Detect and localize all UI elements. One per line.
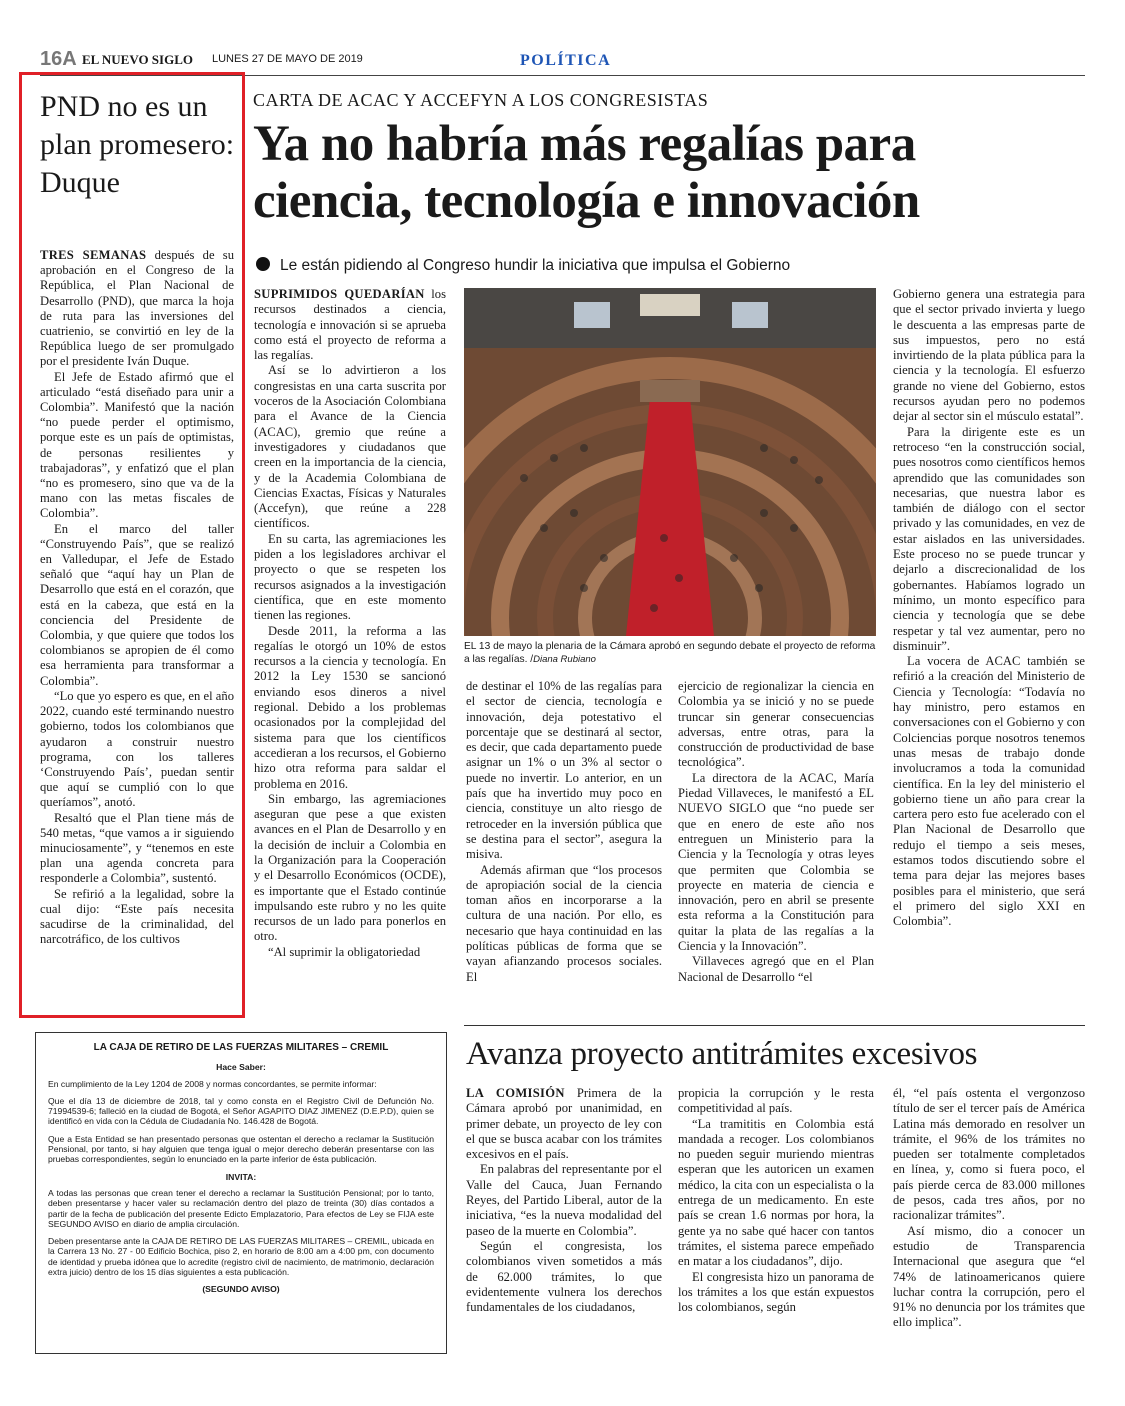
second-article-column-3	[893, 1086, 1085, 1356]
article-paragraph	[40, 887, 234, 948]
paragraph-text: Sin embargo, las agremiaciones aseguran que pese a que existen avances en el Plan de Desarrollo y en la decisión de incluir a Colombia en la Organización para la Cooperación y el Desarrollo Económicos (OCDE), es importante que el Estado continúe impulsando este rubro y no les quite recursos de un lado para ponerlos en otro.	[254, 791, 446, 944]
issue-date: LUNES 27 DE MAYO DE 2019	[212, 53, 363, 65]
paragraph-text: Así mismo, dio a conocer un estudio de Transparencia Internacional que asegura que “el 74% de latinoamericanos quiere luchar contra la corrupción, pero el 91% no denuncia por los trámites que ello implica”.	[893, 1223, 1085, 1330]
paragraph-text: “Al suprimir la obligatoriedad	[268, 944, 421, 959]
side-article-body	[40, 248, 234, 1012]
paragraph-text: propicia la corrupción y le resta competitividad al país.	[678, 1086, 874, 1116]
paragraph-text: los recursos destinados a ciencia, tecnología e innovación si se aprueba como está el proyecto de reforma a las regalías.	[254, 287, 446, 363]
article-paragraph	[678, 771, 874, 955]
paragraph-text: Se refirió a la legalidad, sobre la cual dijo: “Este país necesita sacudirse de la criminalidad, del narcotráfico, de los cultivos	[40, 886, 234, 947]
article-paragraph	[893, 1224, 1085, 1331]
article-kicker: CARTA DE ACAC Y ACCEFYN A LOS CONGRESISTAS	[253, 90, 709, 110]
section-name: POLÍTICA	[520, 52, 612, 69]
photo-credit: Diana Rubiano	[533, 654, 596, 665]
notice-paragraph: En cumplimiento de la Ley 1204 de 2008 y normas concordantes, se permite informar:	[48, 1078, 377, 1089]
paragraph-text: Resaltó que el Plan tiene más de 540 metas, “que vamos a ir siguiendo minuciosamente”, y “tenemos en este plan una agenda concreta para responderle a Colombia”, sustentó.	[40, 810, 234, 886]
article-column-3	[678, 679, 874, 1037]
article-paragraph	[466, 863, 662, 985]
paragraph-text: ejercicio de regionalizar la ciencia en Colombia ya se inició y no se puede truncar sin generar consecuencias adversas, entre otras, para la construcción de productividad de base tecnológica”.	[678, 679, 874, 770]
second-article-headline: Avanza proyecto antitrámites excesivos	[466, 1036, 978, 1072]
article-paragraph	[40, 370, 234, 522]
photo-caption	[464, 640, 876, 666]
paragraph-text: Para la dirigente este es un retroceso “en la construcción social, pues nosotros como científicos hemos aprendido que las comunidades son necesarias, que nuestra labor es también de diálogo con el sector privado y las comunidades, en vez de estar aislados en las universidades. Este proceso no se puede truncar y dejarlo a discrecionalidad de los gobernantes. Habíamos logrado un mínimo, un monto específico para ciencia y tecnología que se debe respetar y tal vez aumentar, pero no disminuir”.	[893, 424, 1085, 653]
notice-closing: (SEGUNDO AVISO)	[202, 1284, 280, 1295]
paragraph-text: Según el congresista, los colombianos viven sometidos a más de 62.000 trámites, lo que evidentemente vulnera los derechos fundamentales de los ciudadanos,	[466, 1238, 662, 1315]
notice-paragraph: Que a Esta Entidad se han presentado personas que ostentan el derecho a reclamar la Sustitución Pensional, por tanto, si hay alguien que tenga igual o mejor derecho deberán presentarse con las pruebas correspondientes, según lo enunciado en la parte inferior de ésta publicación.	[48, 1133, 434, 1165]
article-paragraph	[678, 679, 874, 771]
second-article-column-2	[678, 1086, 874, 1356]
notice-invite-title: INVITA:	[225, 1171, 257, 1182]
article-paragraph	[678, 1117, 874, 1270]
article-paragraph	[466, 679, 662, 863]
article-paragraph	[466, 1162, 662, 1238]
article-paragraph	[40, 689, 234, 811]
paragraph-text: En el marco del taller “Construyendo País”, que se realizó en Valledupar, el Jefe de Estado señaló que “aquí hay un Plan de Desarrollo que está en el corazón, que está en la cabeza, que está en la conciencia del Presidente de Colombia, y que quiere que todos los colombianos se apropien de él como esa herramienta para transformar a Colombia”.	[40, 521, 234, 688]
paragraph-text: él, “el país ostenta el vergonzoso título de ser el tercer país de América Latina más demorado en resolver un trámite, el 96% de los trámites no pueden ser totalmente completados en línea, y, como si fuera poco, el país pierde cerca de 83.000 millones de pesos, cada tres años, por no racionalizar trámites”.	[893, 1086, 1085, 1223]
lead-in: SUPRIMIDOS QUEDARÍAN	[254, 287, 425, 301]
masthead	[40, 48, 1085, 74]
article-paragraph	[254, 532, 446, 624]
notice-paragraph: Que el día 13 de diciembre de 2018, tal y como consta en el Registro Civil de Defunción No. 71994539-6; falleció en la ciudad de Bogotá, el Señor AGAPITO DIAZ JIMENEZ (D.E.P.D), quien se identificó en vida con la Cédula de Ciudadanía No. 146.428 de Bogotá.	[48, 1095, 434, 1127]
article-paragraph	[893, 287, 1085, 425]
paragraph-text: El congresista hizo un panorama de los trámites a los que están expuestos los colombianos, según	[678, 1269, 874, 1315]
article-paragraph	[466, 1086, 662, 1162]
second-article-column-1	[466, 1086, 662, 1356]
section-divider	[464, 1025, 1085, 1026]
article-subhead	[256, 257, 790, 275]
article-column-2	[466, 679, 662, 1037]
paragraph-text: Villaveces agregó que en el Plan Nacional de Desarrollo “el	[678, 954, 874, 984]
paragraph-text: En su carta, las agremiaciones les piden a los legisladores archivar el proyecto o que se respeten los recursos asignados a la investigación científica, que en este momento tienen las regiones.	[254, 531, 446, 623]
article-paragraph	[254, 287, 446, 363]
lead-in: TRES SEMANAS	[40, 248, 147, 262]
page-number: 16A	[40, 48, 77, 70]
article-paragraph	[254, 945, 446, 960]
paragraph-text: “Lo que yo espero es que, en el año 2022, cuando esté terminando nuestro gobierno, todos los colombianos que ayudaron a construir nuestro programa, con los talleres ‘Construyendo País’, puedan sentir que aquí se cumplió con lo que queríamos”, anotó.	[40, 688, 234, 810]
notice-paragraph: A todas las personas que crean tener el derecho a reclamar la Sustitución Pensional; por lo tanto, deben presentarse y hacer valer su reclamación dentro del plazo de treinta (30) días contados a partir de la fecha de publicación del presente Edicto Emplazatorio, Para efectos de Ley se FIJA este SEGUNDO AVISO en diario de amplia circulación.	[48, 1187, 434, 1229]
paragraph-text: Primera de la Cámara aprobó por unanimidad, en primer debate, un proyecto de ley con el que se busca acabar con los trámites excesivos en el país.	[466, 1086, 662, 1162]
article-paragraph	[254, 363, 446, 531]
article-headline: Ya no habría más regalías para ciencia, tecnología e innovación	[253, 116, 920, 229]
article-paragraph	[893, 654, 1085, 929]
paragraph-text: La vocera de ACAC también se refirió a la creación del Ministerio de Ciencia y Tecnología: “Todavía no hay ministro, pero estamos en conversaciones con el Gobierno y con Colciencias porque nosotros tenemos unas mesas de trabajo donde involucramos a toda la comunidad científica. En la ley del ministerio el gobierno tiene un año para crear la cartera pero esto fue acelerado con el Plan Nacional de Desarrollo que redujo el tiempo a seis meses, estamos todos discutiendo sobre el tema para dejar las mejores bases posibles para el ministerio, que será el primero del siglo XXI en Colombia”.	[893, 654, 1085, 929]
paragraph-text: de destinar el 10% de las regalías para el sector de ciencia, tecnología e innovación, deja potestativo el porcentaje que se destinará al sector, es decir, que cada departamento puede asignar un 1% o un 3% al sector o puede no invertir. Lo anterior, en un país que ha invertido muy poco en ciencia, constituye un alto riesgo de retroceder en la inversión pública que se destina para el sector”, asegura la misiva.	[466, 679, 662, 862]
paragraph-text: después de su aprobación en el Congreso de la República, el Plan Nacional de Desarrollo (PND), que marca la hoja de ruta para las inversiones del cuatrienio, se convirtió en ley de la República luego de ser promulgado por el presidente Iván Duque.	[40, 248, 234, 369]
paragraph-text: “La tramititis en Colombia está mandada a recoger. Los colombianos no pueden seguir muriendo mientras esperan que les autoricen un examen médico, la cita con un especialista o la entrega de un medicamento. En este país se crean 1.6 normas por hora, la gente ya no sabe qué hacer con tantos trámites, el sistema parece empeñado en matar a los ciudadanos”, dijo.	[678, 1116, 874, 1269]
paragraph-text: Además afirman que “los procesos de apropiación social de la ciencia toman años en incorporarse a la cultura de una nación. Por ello, es necesario que haya continuidad en las políticas públicas de forma que se vayan afianzando procesos sociales. El	[466, 862, 662, 984]
paragraph-text: Así se lo advirtieron a los congresistas en una carta suscrita por voceros de la Asociación Colombiana para el Avance de la Ciencia (ACAC), gremio que reúne a investigadores y ciudadanos que creen en la importancia de la ciencia, y de la Academia Colombiana de Ciencias Exactas, Físicas y Naturales (Accefyn), que reúne a 228 científicos.	[254, 363, 446, 531]
article-paragraph	[678, 1086, 874, 1117]
article-paragraph	[40, 248, 234, 370]
bullet-icon	[256, 257, 270, 271]
article-paragraph	[40, 811, 234, 887]
paper-name: EL NUEVO SIGLO	[82, 52, 193, 67]
paragraph-text: Gobierno genera una estrategia para que el sector privado invierta y luego le descuenta a las empresas parte de sus impuestos, pero no está invirtiendo de la plata pública para la ciencia y la tecnología. El esfuerzo grande no viene del Gobierno, estos recursos ayudan pero no podemos dejar al sector sin el músculo estatal”.	[893, 287, 1085, 424]
notice-paragraph: Deben presentarse ante la CAJA DE RETIRO DE LAS FUERZAS MILITARES – CREMIL, ubicada en la Carrera 13 No. 27 - 00 Edificio Bochica, piso 2, en horario de 8:00 am a 4:00 pm, con documento de identidad y prueba idónea que lo acredite (registro civil de nacimiento, de matrimonio, declaración extra juicio) dentro de los 15 días siguientes a esta publicación.	[48, 1236, 434, 1278]
photo-caption-text: EL 13 de mayo la plenaria de la Cámara aprobó en segundo debate el proyecto de reforma a las regalías. /	[464, 641, 876, 665]
side-article-title: PND no es un plan promesero: Duque	[40, 90, 235, 199]
article-paragraph	[893, 425, 1085, 654]
notice-title: LA CAJA DE RETIRO DE LAS FUERZAS MILITARES – CREMIL	[93, 1042, 389, 1053]
article-paragraph	[466, 1239, 662, 1315]
article-paragraph	[254, 624, 446, 792]
article-column-1	[254, 287, 446, 1047]
paragraph-text: Desde 2011, la reforma a las regalías le otorgó un 10% de estos recursos a la ciencia y tecnología. En 2012 la Ley 1530 se sancionó enviando esos dineros a nivel regional. Debido a los problemas ocasionados por la complejidad del sistema para que los científicos accedieran a los recursos, el Gobierno hizo otra reforma para saldar el problema en 2016.	[254, 623, 446, 791]
article-paragraph	[254, 792, 446, 945]
article-column-4	[893, 287, 1085, 987]
legal-notice-box	[35, 1032, 447, 1354]
paragraph-text: El Jefe de Estado afirmó que el articulado “está diseñado para unir a Colombia”. Manifestó que la nación “no puede perder el optimismo, porque este es un país de optimistas, de personas resilientes y trabajadoras”, y enfatizó que el plan “no es promesero, sino que va de la mano con las metas fiscales de Colombia”.	[40, 369, 234, 521]
article-paragraph	[678, 1270, 874, 1316]
plenary-photo	[464, 288, 876, 636]
paragraph-text: En palabras del representante por el Valle del Cauca, Juan Fernando Reyes, del Partido Liberal, autor de la iniciativa, “es la nueva modalidad del paseo de la muerte en Colombia”.	[466, 1162, 662, 1238]
paragraph-text: La directora de la ACAC, María Piedad Villaveces, le manifestó a EL NUEVO SIGLO que “no puede ser que en enero de este año nos entreguen un Ministerio para la Ciencia y la Tecnología y otras leyes que permiten que Colombia se proyecte en materia de ciencia e innovación, pero en abril se presente esta reforma a la Constitución para quitar la plata de las regalías a la Ciencia y la Innovación”.	[678, 770, 874, 954]
article-paragraph	[678, 954, 874, 985]
plenary-photo-image	[464, 288, 876, 636]
article-paragraph	[893, 1086, 1085, 1224]
notice-subtitle: Hace Saber:	[216, 1062, 266, 1073]
article-paragraph	[40, 522, 234, 689]
article-subhead-text: Le están pidiendo al Congreso hundir la iniciativa que impulsa el Gobierno	[280, 257, 791, 274]
lead-in: LA COMISIÓN	[466, 1086, 565, 1100]
